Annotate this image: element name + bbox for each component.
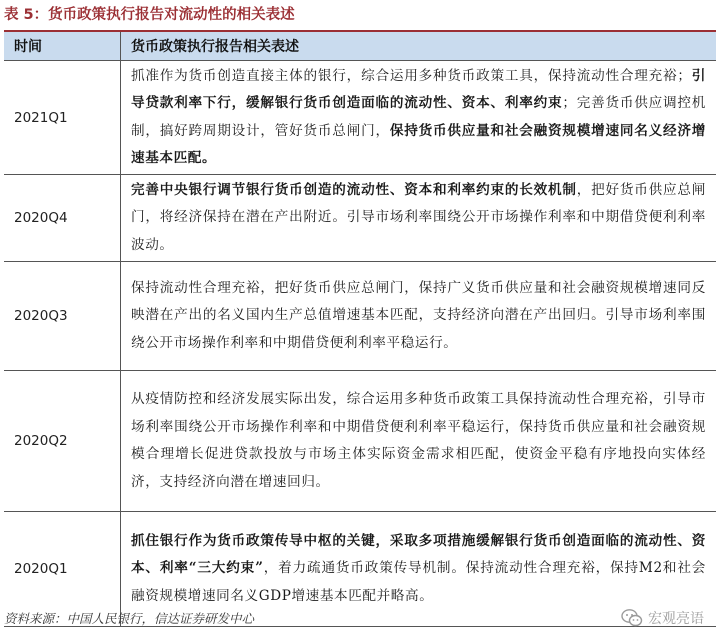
description-segment: ；完善货币供应调控机制，搞好跨周期设计，管好货币总闸门， [131,95,707,139]
period-cell: 2021Q1 [4,61,121,175]
description-segment: 保持流动性合理充裕，把好货币供应总闸门，保持广义货币供应量和社会融资规模增速同反映潜在产出的名义国内生产总值增速基本匹配，支持经济向潜在产出回归。引导市场利率围绕公开市场操作利率和中期借贷便利利率平稳运行。 [131,279,706,351]
period-cell: 2020Q2 [4,371,121,512]
description-cell [121,61,717,175]
description-segment-bold: 抓住银行作为货币政策传导中枢的关键，采取多项措施缓解银行货币创造面临的流动性、资本、利率“三大约束” [131,532,706,577]
table-row [4,175,716,262]
watermark [621,606,704,630]
header-row [4,31,716,61]
table-caption: 表 5：货币政策执行报告对流动性的相关表述 [4,7,295,23]
description-segment: ，把好货币供应总闸门，将经济保持在潜在产出附近。引导市场利率围绕公开市场操作利率和中期借贷便利利率波动。 [131,181,706,253]
watermark-text: 宏观亮语 [648,611,704,627]
description-segment: 抓准作为货币创造直接主体的银行，综合运用多种货币政策工具，保持流动性合理充裕； [131,67,692,84]
description-cell [121,371,717,512]
description-cell [121,175,717,262]
header-description: 货币政策执行报告相关表述 [121,31,717,61]
period-cell: 2020Q1 [4,512,121,627]
period-cell: 2020Q3 [4,262,121,371]
description-segment: ，着力疏通货币政策传导机制。保持流动性合理充裕，保持M2和社会融资规模增速同名义GDP增速基本匹配并略高。 [131,560,706,604]
description-segment-bold: 完善中央银行调节银行货币创造的流动性、资本和利率约束的长效机制 [131,181,577,198]
table-row [4,262,716,371]
table-row [4,61,716,175]
description-cell [121,262,717,371]
description-segment: 从疫情防控和经济发展实际出发，综合运用多种货币政策工具保持流动性合理充裕，引导市场利率围绕公开市场操作利率和中期借贷便利利率平稳运行，保持货币供应量和社会融资规模合理增长促进贷款投放与市场主体实际资金需求相匹配，使资金平稳有序地投向实体经济，支持经济向潜在增速回归。 [131,391,706,490]
description-segment-bold: 保持货币供应量和社会融资规模增速同名义经济增速基本匹配。 [131,122,706,166]
source-note: 资料来源：中国人民银行，信达证券研发中心 [4,611,255,626]
report-table [4,30,716,627]
description-segment-bold: 引导贷款利率下行，缓解银行货币创造面临的流动性、资本、利率约束 [131,67,706,111]
wechat-icon [621,608,643,628]
table-row [4,371,716,512]
header-period: 时间 [4,31,121,61]
period-cell: 2020Q4 [4,175,121,262]
